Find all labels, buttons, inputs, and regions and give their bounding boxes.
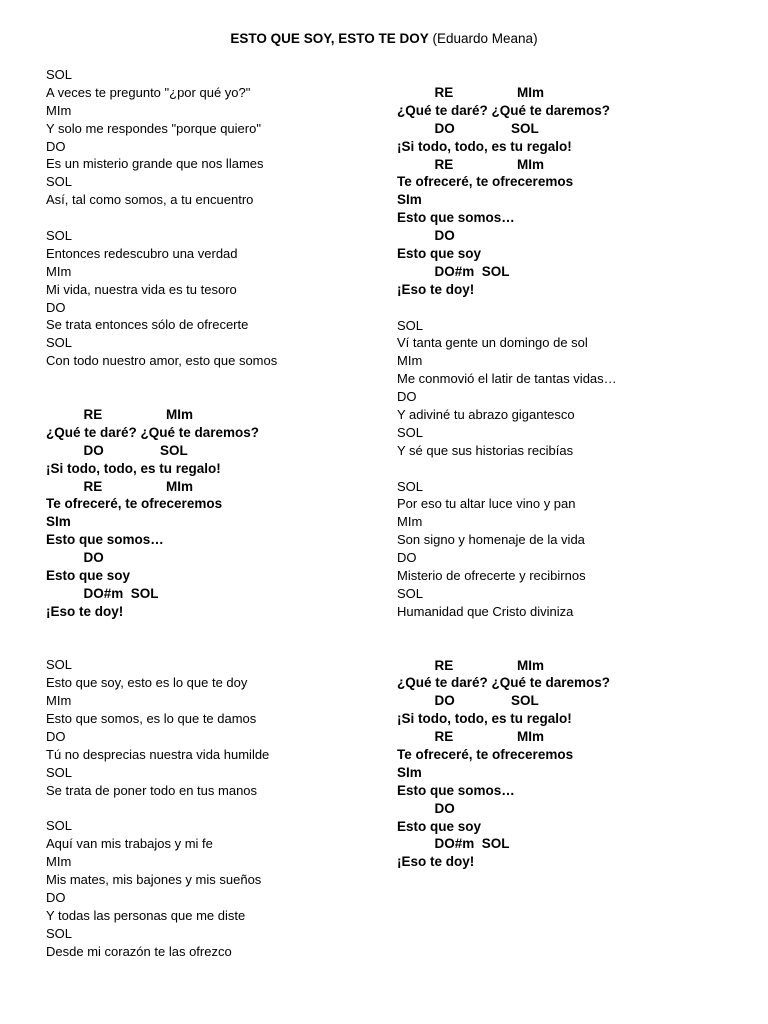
song-title-main: ESTO QUE SOY, ESTO TE DOY [230, 31, 429, 46]
lyric-line: Me conmovió el latir de tantas vidas… [397, 371, 617, 387]
chorus-chord-line: RE MIm [397, 657, 545, 673]
chord-line: SOL [46, 925, 73, 941]
stanza-gap [397, 460, 737, 478]
chorus-lyric-line: ¡Si todo, todo, es tu regalo! [397, 138, 572, 154]
chorus-lyric-line: ¿Qué te daré? ¿Qué te daremos? [397, 102, 611, 118]
chorus-lyric-line: ¡Eso te doy! [397, 854, 475, 870]
chorus-chord-line: RE MIm [397, 85, 545, 100]
stanza-gap [46, 370, 386, 406]
chord-line: MIm [397, 514, 423, 530]
chorus-right-2 [397, 657, 737, 872]
chord-line: SOL [46, 764, 73, 780]
lyric-line: Ví tanta gente un domingo de sol [397, 335, 588, 351]
verse-3 [46, 656, 386, 799]
chord-line: SOL [397, 585, 424, 601]
chord-line: DO [397, 550, 417, 566]
chord-line: MIm [46, 854, 72, 870]
verse-2 [46, 227, 386, 370]
chorus-chord-line: DO SOL [397, 693, 539, 709]
lyric-line: Mi vida, nuestra vida es tu tesoro [46, 281, 237, 297]
chorus-chord-line: DO#m SOL [46, 585, 159, 601]
chorus-right-1 [397, 84, 737, 299]
lyric-line: Se trata de poner todo en tus manos [46, 782, 258, 798]
lyric-line: Por eso tu altar luce vino y pan [397, 496, 576, 512]
lyric-line: Y todas las personas que me diste [46, 907, 246, 923]
chorus-chord-line: DO#m SOL [397, 263, 510, 279]
lyric-line: Y sé que sus historias recibías [397, 442, 574, 458]
chord-line: DO [46, 138, 66, 154]
chorus-lyric-line: Esto que somos… [46, 532, 164, 548]
lyric-line: Tú no desprecias nuestra vida humilde [46, 746, 270, 762]
lyric-line: Desde mi corazón te las ofrezco [46, 943, 232, 959]
lyric-line: Misterio de ofrecerte y recibirnos [397, 568, 586, 584]
lyric-line: Aquí van mis trabajos y mi fe [46, 836, 213, 852]
chorus-chord-line: SIm [46, 514, 71, 530]
chorus-chord-line: RE MIm [46, 478, 194, 494]
lyric-line: Entonces redescubro una verdad [46, 245, 238, 261]
chorus-lyric-line: ¡Si todo, todo, es tu regalo! [46, 460, 221, 476]
chorus-chord-line: DO [46, 550, 104, 566]
lyric-line: Esto que soy, esto es lo que te doy [46, 675, 248, 691]
lyric-line: Y adiviné tu abrazo gigantesco [397, 407, 575, 423]
chorus-lyric-line: ¡Eso te doy! [46, 603, 124, 619]
lyric-line: Se trata entonces sólo de ofrecerte [46, 317, 249, 333]
chorus-lyric-line: Te ofreceré, te ofreceremos [397, 174, 574, 190]
chord-line: DO [397, 389, 417, 405]
chorus-chord-line: SIm [397, 764, 422, 780]
chord-line: MIm [46, 693, 72, 709]
chorus-lyric-line: ¿Qué te daré? ¿Qué te daremos? [46, 424, 260, 440]
chorus-lyric-line: Esto que soy [397, 818, 482, 834]
chorus-chord-line: DO#m SOL [397, 836, 510, 852]
stanza-gap [397, 621, 737, 657]
chord-line: DO [46, 299, 66, 315]
chord-line: SOL [46, 818, 73, 834]
right-column [397, 84, 737, 871]
chorus-chord-line: DO [397, 228, 455, 244]
chorus-left [46, 406, 386, 621]
stanza-gap [46, 209, 386, 227]
chorus-chord-line: DO [397, 800, 455, 816]
song-author: (Eduardo Meana) [432, 31, 538, 46]
lyric-line: A veces te pregunto "¿por qué yo?" [46, 84, 251, 100]
verse-5 [397, 317, 737, 460]
verse-4 [46, 817, 386, 960]
chorus-lyric-line: ¿Qué te daré? ¿Qué te daremos? [397, 675, 611, 691]
lyric-line: Humanidad que Cristo diviniza [397, 603, 574, 619]
chorus-lyric-line: Te ofreceré, te ofreceremos [46, 496, 223, 512]
chord-line: SOL [397, 424, 424, 440]
chord-line: DO [46, 890, 66, 905]
chorus-lyric-line: Esto que somos… [397, 210, 515, 226]
verse-1 [46, 66, 386, 209]
stanza-gap [397, 299, 737, 317]
chord-line: DO [46, 728, 66, 744]
chord-line: SOL [397, 478, 424, 494]
chorus-lyric-line: ¡Eso te doy! [397, 281, 475, 297]
left-column [46, 66, 386, 961]
chord-line: MIm [46, 263, 72, 279]
lyric-line: Y solo me respondes "porque quiero" [46, 120, 261, 136]
stanza-gap [46, 621, 386, 657]
chord-line: SOL [46, 174, 73, 190]
chorus-chord-line: SIm [397, 192, 422, 208]
chord-line: MIm [397, 353, 423, 369]
chorus-chord-line: DO SOL [397, 120, 539, 136]
chorus-chord-line: RE MIm [397, 729, 545, 745]
chord-line: SOL [46, 228, 73, 244]
stanza-gap [46, 800, 386, 818]
lyric-line: Mis mates, mis bajones y mis sueños [46, 872, 262, 888]
lyric-line: Son signo y homenaje de la vida [397, 532, 585, 548]
lyric-line: Con todo nuestro amor, esto que somos [46, 353, 278, 369]
chord-line: SOL [46, 67, 73, 82]
lyric-line: Así, tal como somos, a tu encuentro [46, 192, 254, 208]
chorus-chord-line: RE MIm [46, 406, 194, 422]
lyric-line: Esto que somos, es lo que te damos [46, 711, 257, 727]
verse-6 [397, 478, 737, 621]
chord-line: SOL [46, 335, 73, 351]
chord-line: SOL [397, 317, 424, 333]
chorus-chord-line: RE MIm [397, 156, 545, 172]
chorus-lyric-line: ¡Si todo, todo, es tu regalo! [397, 711, 572, 727]
chorus-chord-line: DO SOL [46, 442, 188, 458]
chorus-lyric-line: Esto que somos… [397, 782, 515, 798]
lyric-line: Es un misterio grande que nos llames [46, 156, 264, 172]
chorus-lyric-line: Te ofreceré, te ofreceremos [397, 746, 574, 762]
chord-line: SOL [46, 657, 73, 673]
chorus-lyric-line: Esto que soy [397, 246, 482, 262]
chorus-lyric-line: Esto que soy [46, 567, 131, 583]
chord-line: MIm [46, 102, 72, 118]
song-title [0, 30, 768, 48]
